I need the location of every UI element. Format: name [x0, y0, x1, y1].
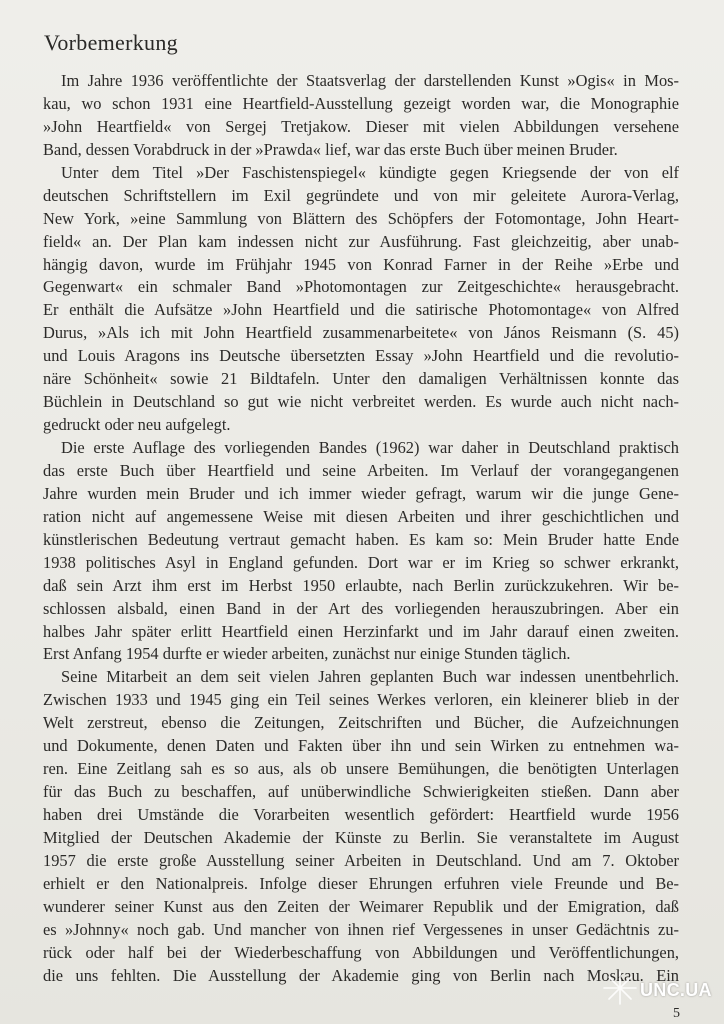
- text-line: Seine Mitarbeit an dem seit vielen Jahren geplanten Buch war indessen unentbehrlich.: [61, 667, 679, 687]
- text-line: künstlerischen Bedeutung vertraut gemacht haben. Es kam so: Mein Bruder hatte Ende: [43, 529, 679, 549]
- text-line: es »Johnny« noch gab. Und mancher von ihnen rief Vergessenes in unser Gedächtnis zu-: [43, 919, 679, 939]
- text-line: erhielt er den Nationalpreis. Infolge dieser Ehrungen erfuhren viele Freunde und Be-: [43, 873, 679, 893]
- text-line: field« an. Der Plan kam indessen nicht zur Ausführung. Fast gleichzeitig, aber unab-: [43, 231, 679, 251]
- text-line: New York, »eine Sammlung von Blättern des Schöpfers der Fotomontage, John Heart-: [43, 208, 679, 228]
- text-line: Die erste Auflage des vorliegenden Bandes (1962) war daher in Deutschland praktisch: [61, 438, 679, 457]
- text-line: Jahre wurden mein Bruder und ich immer wieder gefragt, warum wir die junge Gene-: [43, 483, 679, 503]
- watermark-label: UNC.UA: [640, 980, 712, 1000]
- text-line: Band, dessen Vorabdruck in der »Prawda« lief, war das erste Buch über meinen Bruder.: [43, 139, 618, 159]
- text-line: haben drei Umstände die Vorarbeiten wesentlich gefördert: Heartfield wurde 1956: [43, 805, 679, 824]
- text-line: halbes Jahr später erlitt Heartfield einen Herzinfarkt und im Jahr darauf einen zweiten.: [43, 621, 679, 641]
- text-line: ren. Eine Zeitlang sah es so aus, als ob unsere Bemühungen, die benötigten Unterlagen: [43, 759, 679, 779]
- text-line: rück oder half bei der Wiederbeschaffung von Abbildungen und Veröffentlichungen,: [43, 942, 679, 962]
- text-line: daß sein Arzt ihm erst im Herbst 1950 erlaubte, nach Berlin zurückzukehren. Wir be-: [43, 575, 679, 595]
- page-number: 5: [673, 1006, 680, 1021]
- text-line: und Dokumente, denen Daten und Fakten über ihn und sein Wirken zu entnehmen wa-: [43, 736, 679, 756]
- page-title: Vorbemerkung: [44, 30, 178, 55]
- text-line: Er enthält die Aufsätze »John Heartfield und die satirische Photomontage« von Alfred: [43, 300, 679, 320]
- text-line: Durus, »Als ich mit John Heartfield zusammenarbeitete« von János Reismann (S. 45): [43, 323, 679, 343]
- text-line: schlossen alsbald, einen Band in der Art des vorliegenden herauszubringen. Aber ein: [43, 598, 679, 618]
- text-line: das erste Buch über Heartfield und seine Arbeiten. Im Verlauf der vorangegangenen: [43, 460, 679, 480]
- text-line: kau, wo schon 1931 eine Heartfield-Ausstellung gezeigt worden war, die Monographie: [43, 93, 679, 113]
- text-line: und Louis Aragons ins Deutsche übersetzten Essay »John Heartfield und die revolutio-: [43, 346, 679, 366]
- text-line: wunderer seiner Kunst aus den Zeiten der Weimarer Republik und der Emigration, daß: [43, 896, 679, 916]
- text-line: hängig davon, wurde im Frühjahr 1945 von Konrad Farner in der Reihe »Erbe und: [43, 254, 679, 274]
- text-line: Erst Anfang 1954 durfte er wieder arbeiten, zunächst nur einige Stunden täglich.: [43, 644, 571, 664]
- text-line: Büchlein in Deutschland so gut wie nicht verbreitet werden. Es wurde auch nicht nach-: [43, 392, 679, 412]
- text-line: gedruckt oder neu aufgelegt.: [43, 415, 231, 435]
- text-line: die uns fehlten. Die Ausstellung der Akademie ging von Berlin nach Moskau. Ein: [43, 965, 679, 985]
- text-line: Zwischen 1933 und 1945 ging ein Teil seines Werkes verloren, ein kleinerer blieb in der: [43, 690, 679, 710]
- text-line: näre Schönheit« sowie 21 Bildtafeln. Unter den damaligen Verhältnissen konnte das: [43, 369, 679, 389]
- text-line: ration nicht auf angemessene Weise mit diesen Arbeiten und ihrer geschichtlichen und: [43, 506, 679, 526]
- text-line: 1957 die erste große Ausstellung seiner Arbeiten in Deutschland. Und am 7. Oktober: [43, 850, 679, 870]
- text-line: Welt zerstreut, ebenso die Zeitungen, Zeitschriften und Bücher, die Aufzeichnungen: [43, 713, 679, 733]
- body-text: [43, 70, 679, 988]
- text-line: 1938 politisches Asyl in England gefunden. Dort war er im Krieg so schwer erkrankt,: [43, 552, 679, 572]
- text-line: deutschen Schriftstellern im Exil gegründete und von mir geleitete Aurora-Verlag,: [43, 185, 679, 205]
- text-line: »John Heartfield« von Sergej Tretjakow. Dieser mit vielen Abbildungen versehene: [43, 116, 679, 136]
- text-line: Mitglied der Deutschen Akademie der Künste zu Berlin. Sie veranstaltete im August: [43, 827, 679, 847]
- text-line: für das Buch zu beschaffen, auf unüberwindliche Schwierigkeiten stießen. Dann aber: [43, 782, 679, 802]
- text-line: Unter dem Titel »Der Faschistenspiegel« kündigte gegen Kriegsende der von elf: [61, 162, 679, 182]
- text-line: Im Jahre 1936 veröffentlichte der Staatsverlag der darstellenden Kunst »Ogis« in Mos-: [61, 71, 679, 90]
- text-line: Gegenwart« ein schmaler Band »Photomontagen zur Zeitgeschichte« herausgebracht.: [43, 277, 679, 297]
